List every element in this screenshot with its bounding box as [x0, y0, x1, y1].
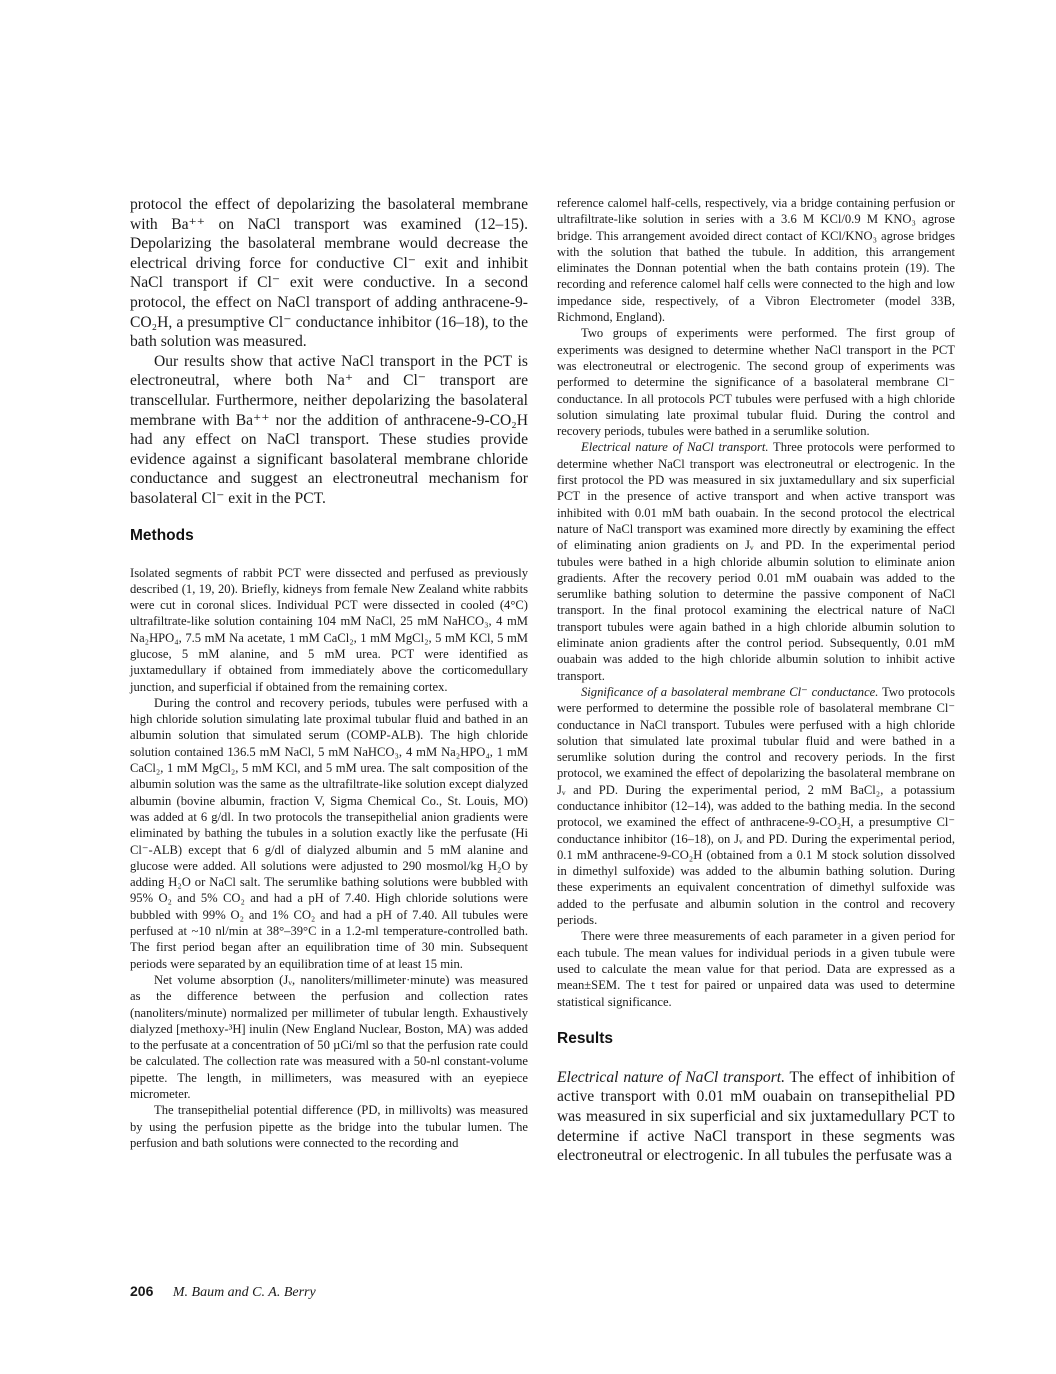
methods-paragraph-6: Two groups of experiments were performed. The first group of experiments was designed to determine whether NaCl transport in the PCT was electroneutral or electrogenic. The second group of experiments was performed to determine the significance of a basolateral membrane Cl⁻ conductance. In all protocols PCT tubules were perfused with a high chloride solution simulating late proximal tubular fluid. During the control and recovery periods, tubules were bathed in a serumlike solution. — [557, 326, 955, 439]
methods-paragraph-2: During the control and recovery periods, tubules were perfused with a high chloride solution simulating late proximal tubular fluid and bathed in an albumin solution that simulated serum (COMP-ALB). The high chloride solution contained 136.5 mM NaCl, 5 mM NaHCO₃, 4 mM Na₂HPO₄, 1 mM CaCl₂, 1 mM MgCl₂, 5 mM KCl, and 5 mM urea. The salt composition of the albumin solution was the same as the ultrafiltrate-like solution except dialyzed albumin (bovine albumin, fraction V, Sigma Chemical Co., St. Louis, MO) was added at 6 g/dl. In two protocols the transepithelial anion gradients were eliminated by bathing the tubules in a solution exactly like the perfusate (Hi Cl⁻-ALB) except that 6 g/dl of dialyzed albumin and 5 mM alanine and glucose were added. All solutions were adjusted to 290 mosmol/kg H₂O by adding H₂O or NaCl salt. The serumlike bathing solutions were bubbled with 95% O₂ and 5% CO₂ and had a pH of 7.40. High chloride solutions were bubbled with 99% O₂ and 1% CO₂ and had a pH of 7.40. All tubules were perfused at ~10 nl/min at 38°–39°C in a 1.2-ml temperature-controlled bath. The first period began after an equilibration time of 30 min. Subsequent periods were separated by an equilibration time of at least 15 min. — [130, 695, 528, 971]
subsection-title-electrical: Electrical nature of NaCl transport. — [581, 440, 769, 455]
results-heading: Results — [557, 1029, 613, 1047]
page-number: 206 — [130, 1283, 154, 1299]
methods-paragraph-8 — [557, 684, 955, 928]
left-column — [130, 195, 528, 1151]
subsection-title-conductance: Significance of a basolateral membrane Cl⁻ conductance. — [581, 684, 879, 699]
results-subsection-title: Electrical nature of NaCl transport. — [557, 1068, 785, 1086]
intro-paragraph-2: Our results show that active NaCl transport in the PCT is electroneutral, where both Na⁺ and Cl⁻ transport are transcellular. Furthermore, neither depolarizing the basolateral membrane with Ba⁺⁺ nor the addition of anthracene-9-CO₂H had any effect on NaCl transport. These studies provide evidence against a significant basolateral membrane chloride conductance and suggest an electroneutral mechanism for basolateral Cl⁻ exit in the PCT. — [130, 352, 528, 507]
results-subsection-text: The effect of inhibition of active transport with 0.01 mM ouabain on transepithelial PD was measured in six superficial and six juxtamedullary PCT to determine if active NaCl transport in these segments was electroneutral or electrogenic. In all tubules the perfusate was a — [557, 1068, 955, 1165]
methods-paragraph-7 — [557, 439, 955, 683]
methods-paragraph-1: Isolated segments of rabbit PCT were dissected and perfused as previously described (1, 19, 20). Briefly, kidneys from female New Zealand white rabbits were cut in coronal slices. Individual PCT were dissected in cooled (4°C) ultrafiltrate-like solution containing 104 mM NaCl, 25 mM NaHCO₃, 4 mM Na₂HPO₄, 7.5 mM Na acetate, 1 mM CaCl₂, 1 mM MgCl₂, 5 mM KCl, 5 mM glucose, 5 mM alanine, and 5 mM urea. PCT were identified as juxtamedullary if obtained from immediately above the corticomedullary junction, and superficial if obtained from the remaining cortex. — [130, 565, 528, 694]
running-authors: M. Baum and C. A. Berry — [172, 1285, 316, 1300]
results-paragraph-1 — [557, 1068, 955, 1166]
methods-heading: Methods — [130, 526, 194, 544]
subsection-text-conductance: Two protocols were performed to determine the possible role of basolateral membrane Cl⁻ conductance in NaCl transport. Tubules were perfused with a high chloride solution that simulated late proximal tubular fluid and were bathed in a serumlike solution during the control and recovery periods. In the first protocol, we examined the effect of depolarizing the basolateral membrane on Jᵥ and PD. During the experimental period, 2 mM BaCl₂, a potassium conductance inhibitor (12–14), was added to the bathing media. In the second protocol, we examined the effect of anthracene-9-CO₂H, a presumptive Cl⁻ conductance inhibitor (16–18), on Jᵥ and PD. During the experimental period, 0.1 mM anthracene-9-CO₂H (obtained from a 0.1 M stock solution dissolved in dimethyl sulfoxide) was added to the albumin bathing solution. During these experiments an equivalent concentration of dimethyl sulfoxide was added to the perfusate and albumin solution in the control and recovery periods. — [557, 684, 955, 928]
methods-paragraph-5: reference calomel half-cells, respectively, via a bridge containing perfusion or ultrafiltrate-like solution in series with a 3.6 M KCl/0.9 M KNO₃ agrose bridge. This arrangement avoided direct contact of KCl/KNO₃ agrose bridges with the solution that bathed the tubule. In addition, this arrangement eliminates the Donnan potential when the bath contains protein (19). The recording and reference calomel half cells were connected to the high and low impedance side, respectively, of a Vibron Electrometer (model 33B, Richmond, England). — [557, 196, 955, 325]
intro-paragraph-1: protocol the effect of depolarizing the basolateral membrane with Ba⁺⁺ on NaCl transport was examined (12–15). Depolarizing the basolateral membrane would decrease the electrical driving force for conductive Cl⁻ exit and inhibit NaCl transport if Cl⁻ exit were conductive. In a second protocol, the effect on NaCl transport of adding anthracene-9-CO₂H, a presumptive Cl⁻ conductance inhibitor (16–18), to the bath solution was measured. — [130, 196, 528, 351]
methods-paragraph-4: The transepithelial potential difference (PD, in millivolts) was measured by using the perfusion pipette as the bridge into the tubular lumen. The perfusion and bath solutions were connected to the recording and — [130, 1103, 528, 1150]
methods-paragraph-9: There were three measurements of each parameter in a given period for each tubule. The mean values for individual periods in a given tubule were used to calculate the mean value for that period. Data are expressed as a mean±SEM. The t test for paired or unpaired data was used to determine statistical significance. — [557, 929, 955, 1009]
subsection-text-electrical: Three protocols were performed to determine whether NaCl transport was electroneutral or electrogenic. In the first protocol the PD was measured in six juxtamedullary and six superficial PCT in the presence of active transport and when active transport was inhibited with 0.01 mM bath ouabain. In the second protocol the electrical nature of NaCl transport was examined more directly by examining the effect of eliminating anion gradients on Jᵥ and PD. In the experimental period tubules were bathed in a high chloride albumin solution to eliminate anion gradients. After the recovery period 0.01 mM ouabain was added to the serumlike bathing solution to determine the passive component of NaCl transport. In the final protocol examining the electrical nature of NaCl transport tubules were again bathed in a high chloride albumin solution to eliminate anion gradients after the control period. Subsequently, 0.01 mM ouabain was added to the high chloride albumin solution to inhibit active transport. — [557, 440, 955, 683]
methods-paragraph-3: Net volume absorption (Jᵥ, nanoliters/millimeter·minute) was measured as the difference between the perfusion and collection rates (nanoliters/minute) normalized per millimeter of tubular length. Exhaustively dialyzed [methoxy-³H] inulin (New England Nuclear, Boston, MA) was added to the perfusate at a concentration of 50 µCi/ml so that the perfusion rate could be calculated. The collection rate was measured with a 50-nl constant-volume pipette. The length, in millimeters, was measured with an eyepiece micrometer. — [130, 972, 528, 1101]
right-column — [557, 195, 955, 1166]
page-footer — [130, 1283, 316, 1301]
